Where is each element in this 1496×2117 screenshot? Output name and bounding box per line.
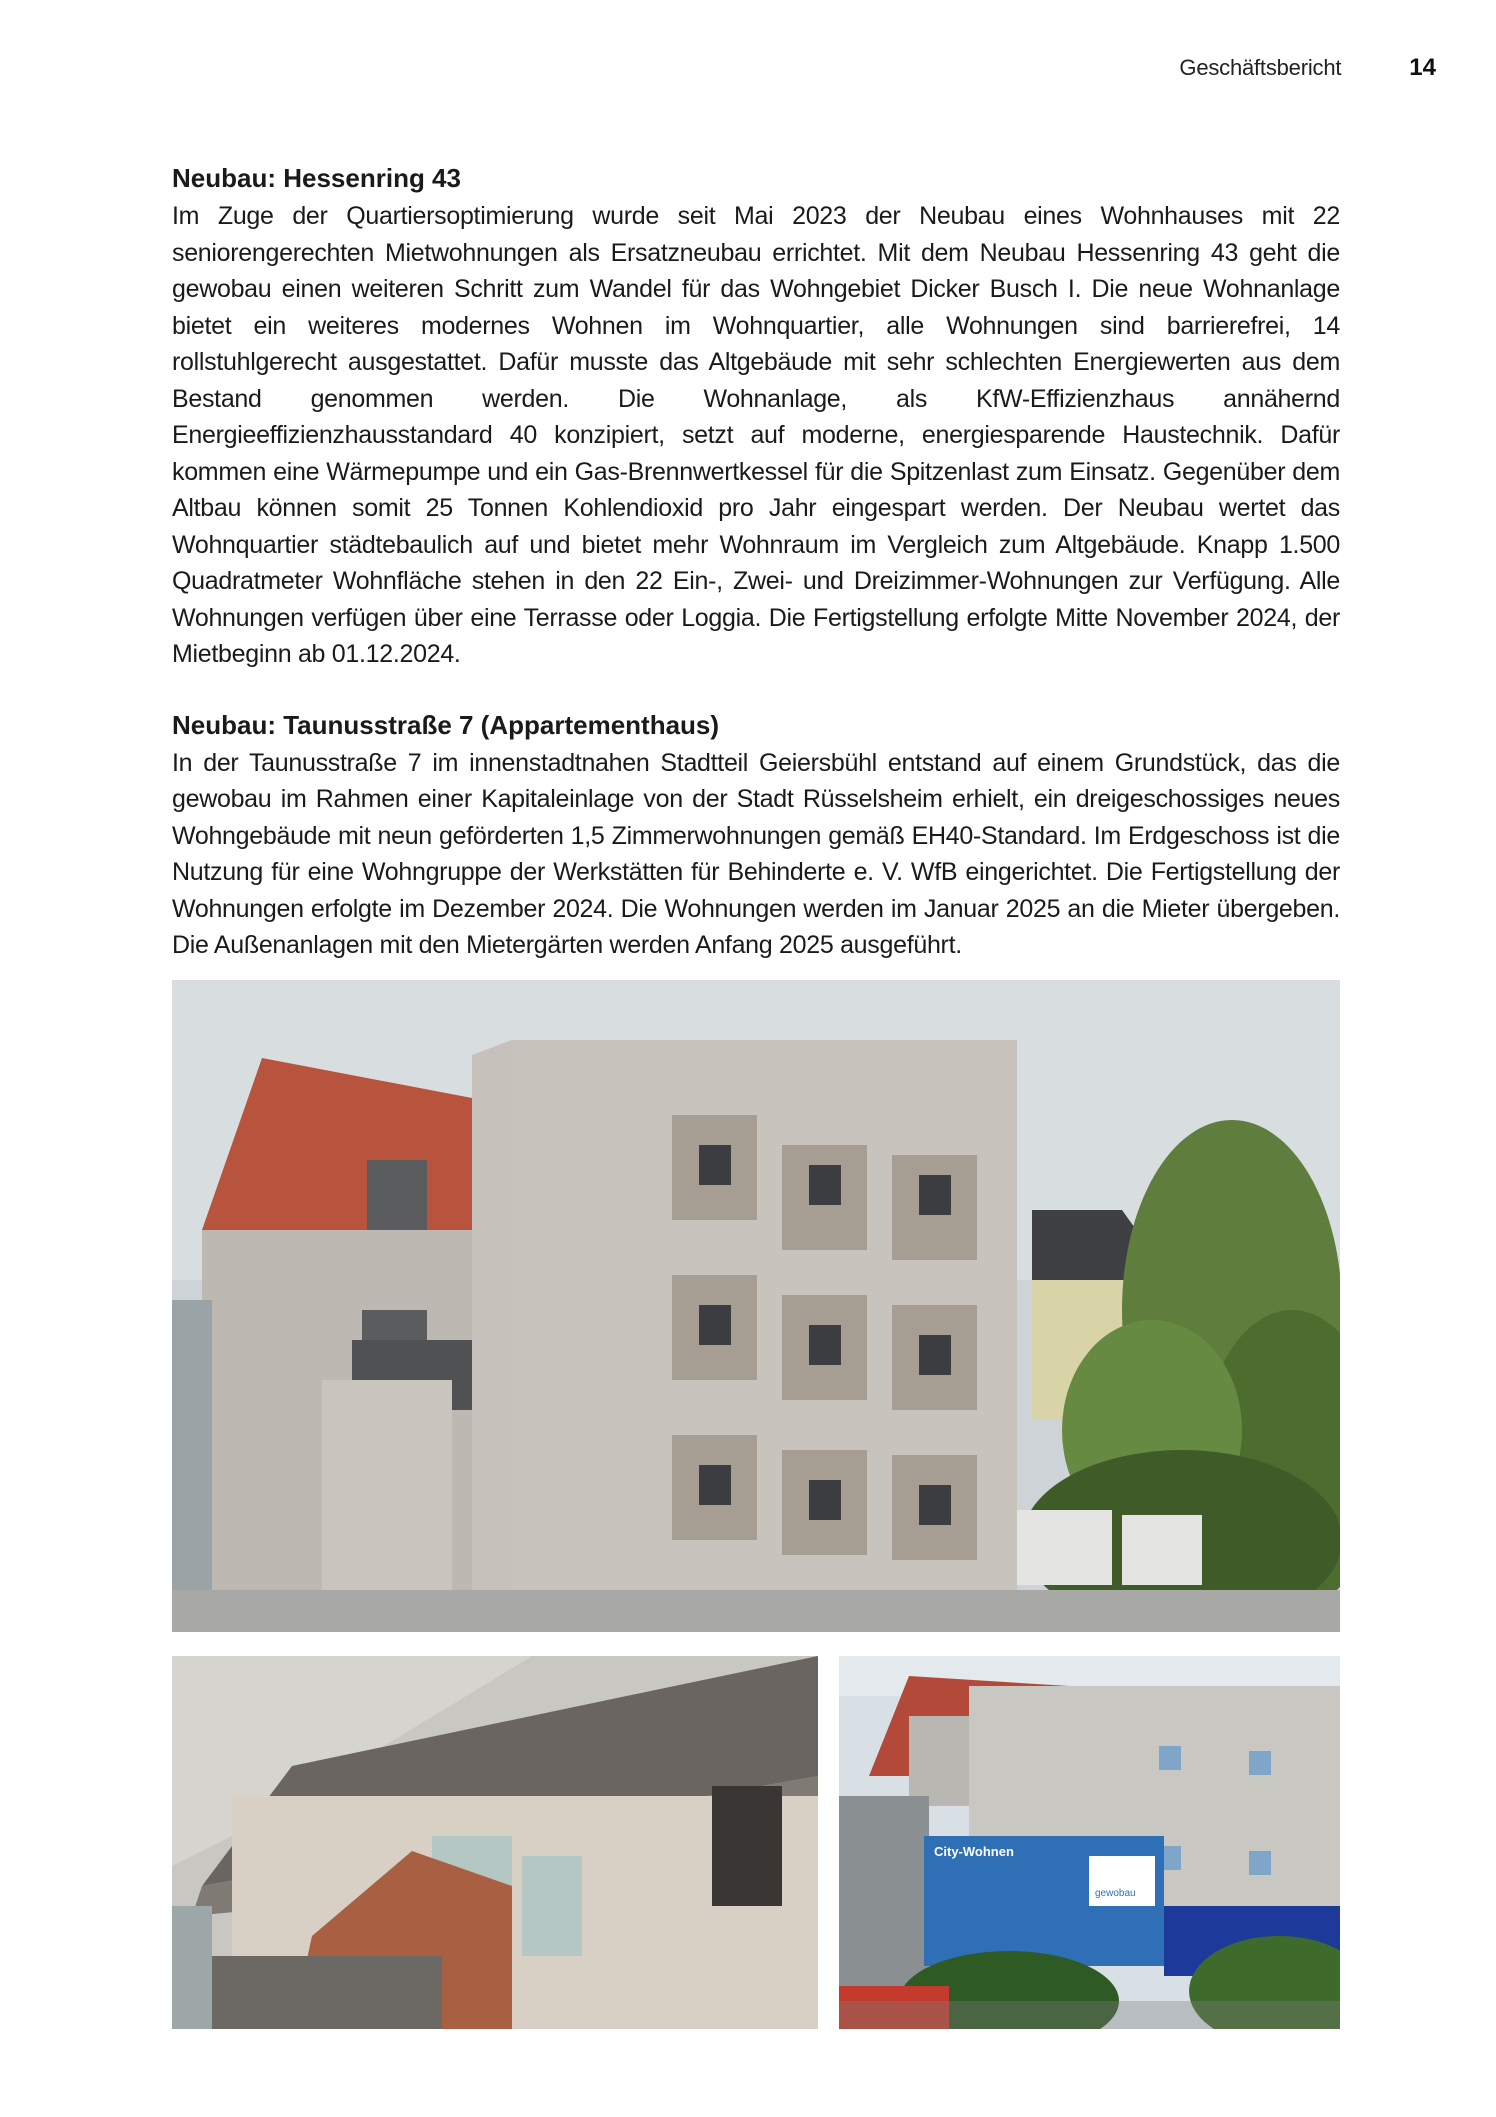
header-section-title: Geschäftsbericht — [1179, 55, 1342, 80]
sign-title: City-Wohnen — [934, 1844, 1014, 1859]
building-photo-main — [172, 980, 1340, 1632]
section-heading: Neubau: Taunusstraße 7 (Appartementhaus) — [172, 709, 720, 740]
section-taunusstrasse — [172, 707, 1340, 964]
section-heading: Neubau: Hessenring 43 — [172, 163, 461, 193]
main-content — [172, 160, 1340, 964]
section-body: Im Zuge der Quartiersoptimierung wurde seit Mai 2023 der Neubau eines Wohnhauses mit 22 seniorengerechten Mietwohnungen als Ersatzneubau errichtet. Mit dem Neubau Hessenring 43 geht die gewobau einen weiteren Schritt zum Wandel für das Wohngebiet Dicker Busch I. Die neue Wohnanlage bietet ein weiteres modernes Wohnen im Wohnquartier, alle Wohnungen sind barrierefrei, 14 rollstuhlgerecht ausgestattet. Dafür musste das Altgebäude mit sehr schlechten Energiewerten aus dem Bestand genommen werden. Die Wohnanlage, als KfW-Effizienzhaus annähernd Energieeffizienzhausstandard 40 konzipiert, setzt auf moderne, energiesparende Haustechnik. Dafür kommen eine Wärmepumpe und ein Gas-Brennwertkessel für die Spitzenlast zum Einsatz. Gegenüber dem Altbau können somit 25 Tonnen Kohlendioxid pro Jahr eingespart werden. Der Neubau wertet das Wohnquartier städtebaulich auf und bietet mehr Wohnraum im Vergleich zum Altgebäude. Knapp 1.500 Quadratmeter Wohnfläche stehen in den 22 Ein-, Zwei- und Dreizimmer-Wohnungen zur Verfügung. Alle Wohnungen verfügen über eine Terrasse oder Loggia. Die Fertigstellung erfolgte Mitte November 2024, der Mietbeginn ab 01.12.2024. — [172, 202, 1340, 668]
sign-logo: gewobau — [1095, 1888, 1136, 1899]
construction-sign-photo — [839, 1656, 1340, 2029]
page-header — [1179, 54, 1436, 82]
section-body: In der Taunusstraße 7 im innenstadtnahen Stadtteil Geiersbühl entstand auf einem Grundstück, das die gewobau im Rahmen einer Kapitaleinlage von der Stadt Rüsselsheim erhielt, ein dreigeschossiges neues Wohngebäude mit neun geförderten 1,5 Zimmerwohnungen gemäß EH40-Standard. Im Erdgeschoss ist die Nutzung für eine Wohngruppe der Werkstätten für Behinderte e. V. WfB eingerichtet. Die Fertigstellung der Wohnungen erfolgte im Dezember 2024. Die Wohnungen werden im Januar 2025 an die Mieter übergeben. Die Außenanlagen mit den Mietergärten werden Anfang 2025 ausgeführt. — [172, 748, 1340, 959]
section-hessenring — [172, 160, 1340, 673]
page-number: 14 — [1409, 54, 1436, 81]
balcony-photo — [172, 1656, 818, 2029]
